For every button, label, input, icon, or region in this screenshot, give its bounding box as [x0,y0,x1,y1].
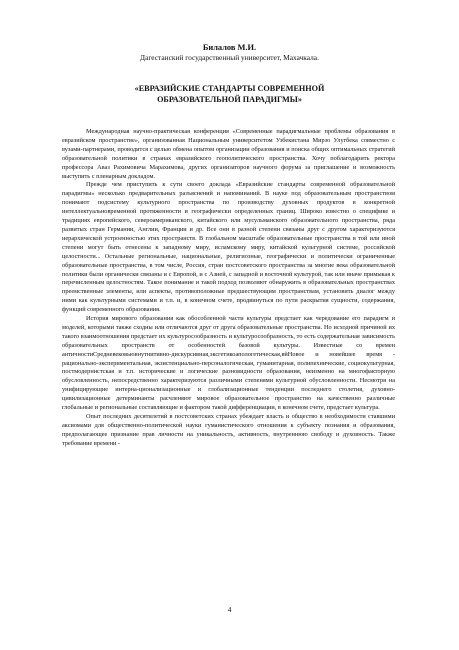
header [0,42,459,63]
paragraph: Прежде чем приступить к сути своего доклада «Евразийские стандарты современной образовательной парадигмы» несколько предварительных разъяснений и напоминаний. В науке под образовательным пространством понимают подсистему культурного пространства по производству духовных продуктов в конкретной интеллектуальновременной протяженности и географически определенных границ. Широко известно о специфике и традициях европейского, североамериканского, китайского или мусульманского образовательного пространства, ряда развитых стран Германии, Англии, Франции и др. Все они в разной степени связаны друг с другом характеризуются иерархической устроенностью этих пространств. В глобальном масштабе образовательные пространства в той или иной степени могут быть отнесены к западному миру, исламскому миру, китайской культурной системе, российской целостности... Остальные региональные, национальные, религиозные, географически и политически ограниченные образовательные пространства, в том числе, Россия, стран постсоветского пространства за многие века образовательной политики были органически связаны и с Европой, и с Азией, с западной и восточной культурой, так или иначе примыкая к перечисленным целостностям. Такое понимание и такой подход позволяют обнаружить в образовательных пространствах преемственные элементы, или аспекты, противоположные предшествующим пространствам, установить диалог между ними как культурными системами и т.п. и, в конечном счете, продвинуться по пути раскрытия сущности, содержания, функций современного образования. [62,181,395,314]
paper-title [0,84,459,105]
page-number: 4 [227,605,232,614]
author-affiliation: Дагестанский государственный университет, Махачкала. [140,53,319,62]
paragraph: История мирового образования как обособленной части культуры предстает как чередование его парадигм и моделей, которыми также сходны или отличаются друг от друга образовательные пространства. Но исходной причиной их такого взаимоотношения предстает их культуросообразность и культуросообразность, то есть содержательная зависимость образовательных пространств от особенностей базовой культуры. Известные со времен античностиСредневековьювнутнитивно-дискурсивная,эксгетикоапологетическая,вйНовое и новейшее время - рационально-экспериментальная, экзистенциально-персоналогическая, гуманитарная, полипехнические, социокультурная, постмодернистская и т.п. исторические и логические разновидности образования, неизменно на многофакторную обусловленность, непосредственно характеризуются различными степенями культурной обусловленности. Несмотря на унифицирующие интерна-ционализационные и глобализационные тенденции последнего столетия, духовно-цивилизационные детерминанты расчленяют мировое образовательное пространство на качественно различные глобальные и региональные составляющие и фактором такой дифференциации, в конечном счете, предстает культура. [62,315,395,412]
paragraph: Международная научно-практическая конференция «Современные парадигмальные проблемы образования в евразийском пространстве», организованная Национальным университетом Узбекистана Мирзо Улугбека совместно с вузами-партнерами, проводится с целью обмена опытом организации образования и поиска общих оптимальных стратегий образовательной политики в странах евразийского геополитического пространства. Хочу поблагодарить ректора профессора Аваз Рахимовича Марахимова, других организаторов научного форума за приглашение и возможность выступить с пленарным докладом. [62,128,395,180]
author-name: Билалов М.И. [202,43,257,52]
title-line-1: «ЕВРАЗИЙСКИЕ СТАНДАРТЫ СОВРЕМЕННОЙ [134,84,325,93]
paragraph: Опыт последних десятилетий в постсоветских странах убеждает власть и общество в необходимости ставшими аксиомами для общественно-политической науки гуманистического отношения к субъекту познания и образования, предполагающее признание прав личности на уникальность, активность, внутреннюю свободу и духовность. Также требование времени - [62,413,395,447]
title-line-2: ОБРАЗОВАТЕЛЬНОЙ ПАРАДИГМЫ» [157,94,302,104]
body-text [62,128,395,449]
